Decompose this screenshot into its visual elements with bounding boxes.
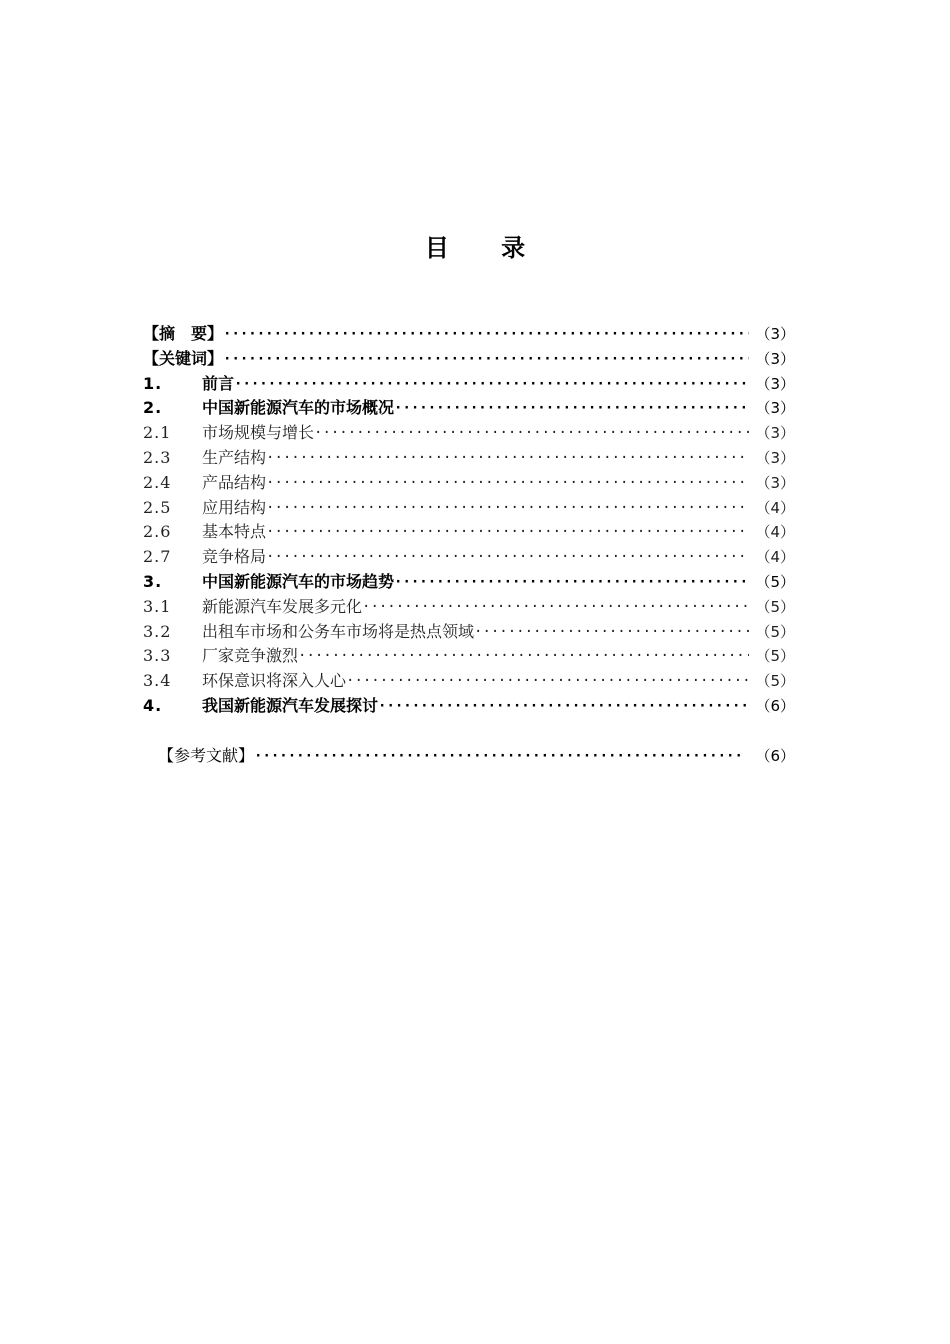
toc-entry-number: 2.: [143, 398, 163, 418]
toc-entry-page: （3）: [755, 473, 795, 492]
toc-leader-dots: [223, 322, 749, 347]
toc-entry-page: （6）: [755, 696, 795, 715]
toc-entry-2-6[interactable]: [143, 520, 795, 545]
toc-entry-page: （4）: [755, 498, 795, 517]
toc-leader-dots: [378, 694, 749, 719]
toc-entry-page: （4）: [755, 548, 795, 567]
toc-entry-title: 我国新能源汽车发展探讨: [202, 695, 379, 715]
toc-entry-title: 厂家竞争激烈: [202, 646, 299, 666]
toc-leader-dots: [223, 347, 749, 372]
toc-entry-title: 新能源汽车发展多元化: [202, 596, 363, 616]
toc-entry-title: 市场规模与增长: [202, 423, 315, 443]
toc-leader-dots: [314, 421, 749, 446]
toc-leader-dots: [362, 595, 749, 620]
toc-entry-title: 前言: [202, 373, 235, 393]
toc-leader-dots: [298, 644, 749, 669]
toc-entry-page: （3）: [755, 424, 795, 443]
toc-entry-3[interactable]: [143, 570, 795, 595]
toc-entry-title: 出租车市场和公务车市场将是热点领域: [202, 621, 475, 641]
toc-entry-keywords[interactable]: [143, 347, 795, 372]
toc-entry-page: （5）: [755, 622, 795, 641]
toc-entry-title: 生产结构: [202, 447, 267, 467]
toc-entry-2-5[interactable]: [143, 496, 795, 521]
toc-leader-dots: [234, 372, 749, 397]
toc-entry-3-2[interactable]: [143, 620, 795, 645]
toc-leader-dots: [474, 620, 749, 645]
toc-entry-page: （6）: [755, 747, 795, 765]
toc-entry-number: 3.1: [143, 596, 172, 616]
toc-leader-dots: [394, 570, 749, 595]
toc-entry-number: 1.: [143, 373, 163, 393]
toc-entry-number: 3.: [143, 571, 163, 591]
toc-entry-1[interactable]: [143, 372, 795, 397]
toc-entry-title: 竞争格局: [202, 547, 267, 567]
toc-entry-references[interactable]: [158, 744, 795, 769]
toc-entry-title: 环保意识将深入人心: [202, 671, 347, 691]
toc-entry-title: 应用结构: [202, 497, 267, 517]
toc-entry-3-4[interactable]: [143, 669, 795, 694]
toc-entry-2-4[interactable]: [143, 471, 795, 496]
toc-entry-title: 中国新能源汽车的市场概况: [202, 398, 395, 418]
toc-leader-dots: [266, 471, 749, 496]
toc-entry-page: （5）: [755, 572, 795, 591]
toc-entry-page: （4）: [755, 523, 795, 542]
toc-entry-number: 3.3: [143, 646, 172, 666]
toc-entry-page: （3）: [755, 448, 795, 467]
table-of-contents: [143, 322, 795, 719]
toc-entry-number: 2.5: [143, 497, 172, 517]
page-title: 目 录: [424, 234, 548, 262]
toc-leader-dots: [266, 496, 749, 521]
toc-entry-2-7[interactable]: [143, 545, 795, 570]
toc-entry-page: （5）: [755, 647, 795, 666]
toc-entry-page: （3）: [755, 399, 795, 418]
toc-entry-number: 2.1: [143, 423, 172, 443]
toc-entry-title: 中国新能源汽车的市场趋势: [202, 571, 395, 591]
toc-leader-dots: [254, 744, 741, 769]
toc-entry-title: 【参考文献】: [158, 746, 255, 765]
toc-entry-abstract[interactable]: [143, 322, 795, 347]
toc-entry-4[interactable]: [143, 694, 795, 719]
toc-entry-title: 产品结构: [202, 472, 267, 492]
toc-entry-number: 4.: [143, 695, 163, 715]
toc-entry-3-1[interactable]: [143, 595, 795, 620]
toc-entry-2[interactable]: [143, 396, 795, 421]
toc-entry-title: 【关键词】: [143, 348, 224, 368]
toc-entry-number: 2.7: [143, 547, 172, 567]
toc-leader-dots: [266, 545, 749, 570]
toc-entry-page: （3）: [755, 325, 795, 343]
toc-leader-dots: [394, 396, 749, 421]
toc-entry-page: （3）: [755, 374, 795, 393]
toc-leader-dots: [346, 669, 749, 694]
toc-entry-page: （5）: [755, 672, 795, 691]
toc-entry-title: 基本特点: [202, 522, 267, 542]
toc-entry-page: （5）: [755, 597, 795, 616]
toc-entry-number: 2.6: [143, 522, 172, 542]
toc-entry-number: 2.4: [143, 472, 172, 492]
toc-entry-number: 2.3: [143, 447, 172, 467]
toc-entry-2-3[interactable]: [143, 446, 795, 471]
toc-entry-number: 3.4: [143, 671, 172, 691]
toc-entry-number: 3.2: [143, 621, 172, 641]
toc-entry-page: （3）: [755, 349, 795, 368]
toc-leader-dots: [266, 520, 749, 545]
toc-entry-3-3[interactable]: [143, 644, 795, 669]
toc-entry-2-1[interactable]: [143, 421, 795, 446]
toc-entry-title: 【摘 要】: [143, 324, 224, 343]
toc-leader-dots: [266, 446, 749, 471]
